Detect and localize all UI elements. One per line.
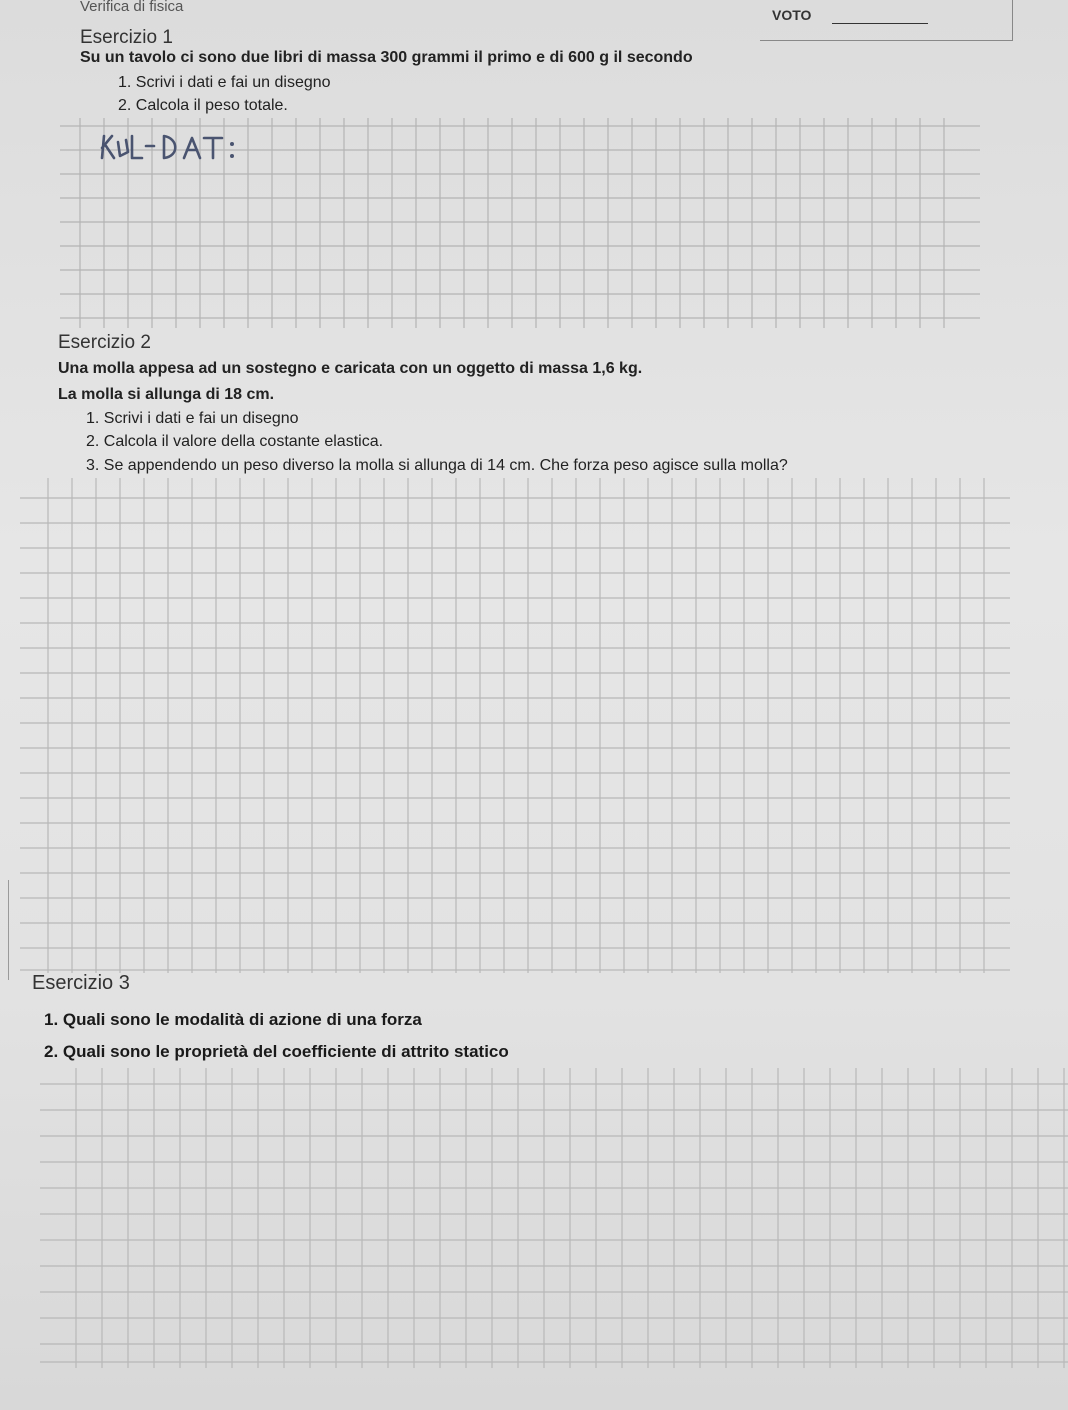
exercise-2-item-2: 2. Calcola il valore della costante elastica. xyxy=(86,433,384,450)
exercise-2-line-2: La molla si allunga di 18 cm. xyxy=(58,386,275,403)
grade-label: VOTO xyxy=(772,7,812,23)
exercise-1-item-2: 2. Calcola il peso totale. xyxy=(118,97,288,114)
exercise-3-item-1: 1. Quali sono le modalità di azione di una forza xyxy=(44,1010,422,1029)
margin-line xyxy=(8,880,9,980)
answer-grid-3[interactable] xyxy=(40,1068,1068,1368)
exercise-2-heading: Esercizio 2 xyxy=(58,332,151,353)
exercise-3-heading: Esercizio 3 xyxy=(32,972,130,994)
exercise-2-item-3: 3. Se appendendo un peso diverso la molla si allunga di 14 cm. Che forza peso agisce sulla molla? xyxy=(86,457,788,474)
exercise-3-item-2: 2. Quali sono le proprietà del coefficiente di attrito statico xyxy=(44,1042,509,1061)
grade-blank-line[interactable] xyxy=(832,23,928,24)
answer-grid-2[interactable] xyxy=(20,478,1010,973)
exercise-1-text: Su un tavolo ci sono due libri di massa 300 grammi il primo e di 600 g il secondo xyxy=(80,49,693,66)
handwritten-answer xyxy=(98,128,258,171)
exercise-2-item-1: 1. Scrivi i dati e fai un disegno xyxy=(86,410,299,427)
page-title: Verifica di fisica xyxy=(80,0,184,15)
exercise-1-item-1: 1. Scrivi i dati e fai un disegno xyxy=(118,74,331,91)
exercise-2-line-1: Una molla appesa ad un sostegno e caricata con un oggetto di massa 1,6 kg. xyxy=(58,360,643,377)
exercise-1-heading: Esercizio 1 xyxy=(80,27,173,48)
